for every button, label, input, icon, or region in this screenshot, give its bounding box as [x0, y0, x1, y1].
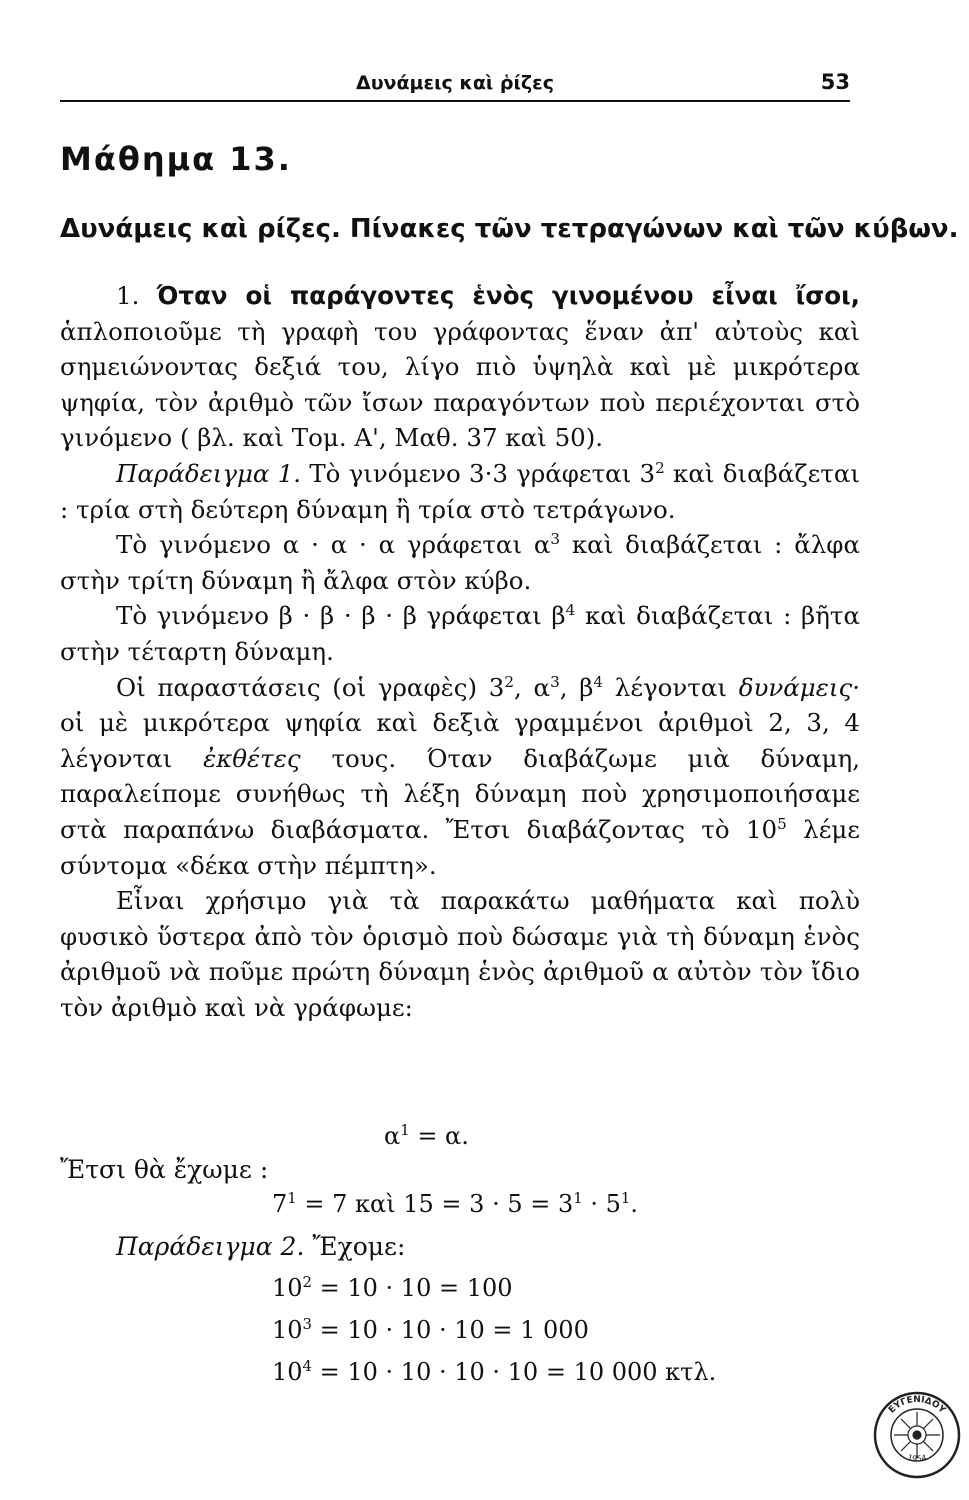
- formula-seven: [272, 1190, 638, 1218]
- paragraph-bold-lead: Όταν οἱ παράγοντες ἑνὸς γινομένου εἶναι ἴσοι,: [156, 281, 860, 310]
- exponent: 1: [400, 1121, 410, 1140]
- exponent: 3: [550, 672, 560, 691]
- formula-rest: = α.: [409, 1122, 469, 1150]
- formula-rest: = 10 · 10 · 10 · 10 = 10 000 κτλ.: [312, 1358, 717, 1386]
- exponent: 5: [777, 814, 787, 833]
- representations-paragraph: [60, 670, 860, 884]
- lesson-title: Μάθημα 13.: [60, 140, 292, 178]
- rep-text-g: λέμε σύντομα «δέκα στὴν πέμπτη».: [60, 814, 860, 880]
- example-1-label: Παράδειγμα 1.: [116, 458, 302, 488]
- seal-text: ΕΥΓΕΝΙΔΟΥ: [887, 1394, 947, 1416]
- term-powers: δυνάμεις·: [738, 672, 860, 702]
- beta-text-a: Τὸ γινόμενο β · β · β · β γράφεται β: [116, 601, 566, 631]
- beta-text-b: καὶ διαβάζεται : βῆτα στὴν τέταρτη δύναμη.: [60, 601, 860, 666]
- formula-base: 10: [272, 1358, 303, 1386]
- example-2-text: Ἔχομε:: [312, 1232, 406, 1261]
- formula-base: 10: [272, 1274, 303, 1302]
- formula-mid2: · 5: [582, 1190, 621, 1218]
- paragraph-1-text: ἁπλοποιοῦμε τὴ γραφὴ του γράφοντας ἕναν ἀπ' αὐτοὺς καὶ σημειώνοντας δεξιά του, λίγο πιὸ ὑψηλὰ καὶ μὲ μικρότερα ψηφία, τὸν ἀριθμὸ τῶν ἴσων παραγόντων ποὺ περιέχονται στὸ γινόμενο ( βλ. καὶ Τομ. Α', Μαθ. 37 καὶ 50).: [60, 316, 860, 453]
- example-2-label: Παράδειγμα 2.: [116, 1232, 305, 1261]
- paragraph-number: 1.: [116, 281, 140, 310]
- exponent: 2: [302, 1273, 313, 1292]
- exponent: 1: [573, 1189, 583, 1208]
- exponent: 3: [550, 530, 561, 549]
- formula-mid: = 7 καὶ 15 = 3 · 5 = 3: [296, 1190, 574, 1218]
- running-title: Δυνάμεις καὶ ῥίζες: [355, 72, 554, 94]
- formula-end: .: [630, 1190, 638, 1218]
- formula-ten-fourth: [272, 1358, 716, 1386]
- seal-year: 1954: [906, 1453, 928, 1464]
- example-1: [60, 456, 860, 527]
- alpha-paragraph: [60, 527, 860, 598]
- library-seal-stamp: [872, 1390, 962, 1480]
- paragraph-1: [60, 278, 860, 456]
- rep-text-b: , α: [514, 672, 551, 702]
- exponent: 4: [565, 601, 576, 620]
- beta-paragraph: [60, 598, 860, 669]
- rep-text-f: τους. Όταν διαβάζωμε μιὰ δύναμη, παραλείπομε συνήθως τὴ λέξη δύναμη ποὺ χρησιμοποιήσαμε στὰ παραπάνω διαβάσματα. Ἔτσι διαβάζοντας τὸ 10: [60, 743, 861, 844]
- body-text: [60, 278, 860, 1025]
- exponent: 4: [302, 1357, 313, 1376]
- formula-base: α: [384, 1122, 401, 1150]
- formula-first-power: [384, 1122, 469, 1150]
- formula-rest: = 10 · 10 = 100: [312, 1274, 513, 1302]
- rep-text-e: οἱ μὲ μικρότερα ψηφία καὶ δεξιὰ γραμμένοι ἀριθμοὶ 2, 3, 4 λέγονται: [60, 708, 860, 773]
- rep-text-d: λέγονται: [603, 672, 739, 702]
- running-header: [60, 64, 850, 102]
- rep-text-a: Οἱ παραστάσεις (οἱ γραφὲς) 3: [116, 672, 505, 702]
- formula-rest: = 10 · 10 · 10 = 1 000: [312, 1316, 589, 1344]
- example-1-text-b: καὶ διαβάζεται : τρία στὴ δεύτερη δύναμη ἢ τρία στὸ τετράγωνο.: [60, 458, 861, 524]
- exponent: 1: [620, 1189, 631, 1208]
- formula-base: 7: [272, 1190, 288, 1218]
- exponent: 3: [302, 1315, 313, 1334]
- example-1-text-a: Τὸ γινόμενο 3·3 γράφεται 3: [309, 458, 656, 488]
- example-2: [116, 1232, 405, 1261]
- formula-base: 10: [272, 1316, 303, 1344]
- seal-emblem: [894, 1412, 940, 1458]
- exponent: 2: [655, 458, 665, 477]
- etsi-line: Ἔτσι θὰ ἔχωμε :: [60, 1155, 269, 1184]
- alpha-text-b: καὶ διαβάζεται : ἄλφα στὴν τρίτη δύναμη ἢ ἄλφα στὸν κύβο.: [60, 530, 860, 595]
- term-exponents: ἐκθέτες: [203, 743, 301, 773]
- exponent: 2: [504, 672, 515, 691]
- page-number: 53: [820, 70, 850, 94]
- rep-text-c: , β: [559, 672, 594, 702]
- exponent: 1: [287, 1189, 297, 1208]
- useful-paragraph: Εἶναι χρήσιμο γιὰ τὰ παρακάτω μαθήματα καὶ πολὺ φυσικὸ ὕστερα ἀπὸ τὸν ὁρισμὸ ποὺ δώσαμε γιὰ τὴ δύναμη ἑνὸς ἀριθμοῦ νὰ ποῦμε πρώτη δύναμη ἑνὸς ἀριθμοῦ α αὐτὸν τὸν ἴδιο τὸν ἀριθμὸ καὶ νὰ γράφωμε:: [60, 886, 860, 1022]
- section-title: Δυνάμεις καὶ ρίζες. Πίνακες τῶν τετραγώνων καὶ τῶν κύβων.: [60, 214, 959, 244]
- formula-ten-squared: [272, 1274, 513, 1302]
- alpha-text-a: Τὸ γινόμενο α · α · α γράφεται α: [116, 530, 551, 560]
- formula-ten-cubed: [272, 1316, 589, 1344]
- exponent: 4: [593, 672, 604, 691]
